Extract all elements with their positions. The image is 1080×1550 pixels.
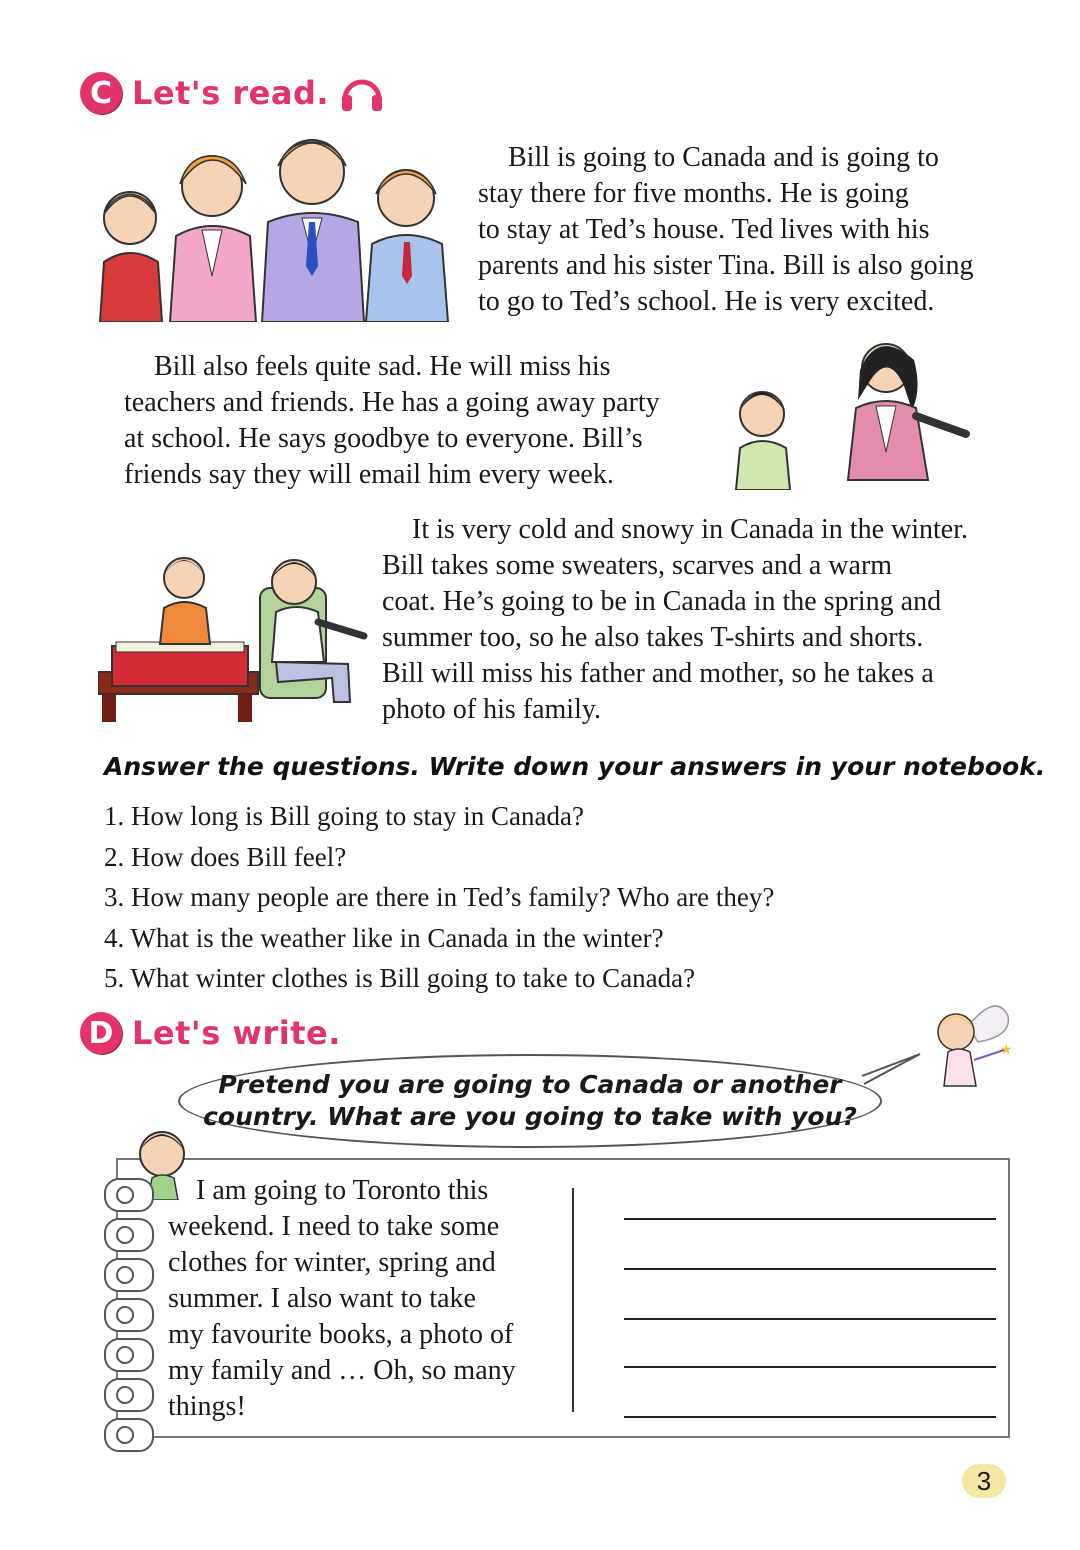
question-item: 5. What winter clothes is Bill going to take to Canada? [104, 963, 696, 994]
angel-illustration [916, 996, 1016, 1106]
bubble-tail [860, 1052, 922, 1086]
ring-binder [104, 1298, 154, 1332]
sample-line: things! [168, 1391, 246, 1422]
para2-line: teachers and friends. He has a going away party [124, 387, 660, 418]
section-c-badge: C [80, 72, 122, 114]
questions-instruction: Answer the questions. Write down your answers in your notebook. [104, 752, 1046, 781]
family-illustration [96, 126, 468, 322]
prompt-text [203, 1069, 857, 1133]
para1-line: to go to Ted’s school. He is very excited. [478, 286, 935, 317]
prompt-line: Pretend you are going to Canada or another [218, 1070, 842, 1099]
packing-illustration [98, 552, 374, 722]
section-d-badge: D [80, 1012, 122, 1054]
answer-line[interactable] [624, 1416, 996, 1418]
question-item: 1. How long is Bill going to stay in Canada? [104, 801, 584, 831]
para3-line: Bill will miss his father and mother, so he takes a [382, 658, 934, 689]
table-and-suitcase [98, 642, 258, 722]
para3-line: coat. He’s going to be in Canada in the spring and [382, 586, 942, 617]
bill-figure [736, 392, 790, 490]
question-item: 2. How does Bill feel? [104, 841, 347, 872]
para1-line: stay there for five months. He is going [478, 178, 909, 209]
question-list [104, 796, 1004, 999]
sample-writing [168, 1173, 568, 1425]
para1-line: parents and his sister Tina. Bill is also going [478, 250, 974, 281]
svg-text:★: ★ [1000, 1042, 1013, 1058]
ring-binder [104, 1418, 154, 1452]
mother-figure [170, 156, 256, 322]
notebook-rings [104, 1178, 154, 1452]
ring-binder [104, 1338, 154, 1372]
prompt-line: country. What are you going to take with you? [203, 1102, 857, 1131]
answer-line[interactable] [624, 1318, 996, 1320]
sample-line: clothes for winter, spring and [168, 1247, 496, 1278]
sample-line: summer. I also want to take [168, 1283, 476, 1314]
boy-packing-figure [160, 558, 210, 644]
sample-line: my favourite books, a photo of [168, 1319, 514, 1350]
ring-binder [104, 1258, 154, 1292]
ring-binder [104, 1218, 154, 1252]
para2-line: at school. He says goodbye to everyone. Bill’s [124, 423, 643, 454]
paragraph-3 [382, 512, 1052, 728]
answer-line[interactable] [624, 1218, 996, 1220]
father-figure [262, 140, 364, 322]
tina-figure [100, 192, 162, 322]
paragraph-1 [478, 140, 1038, 320]
sample-line: I am going to Toronto this [196, 1175, 489, 1206]
answer-line[interactable] [624, 1268, 996, 1270]
question-item: 3. How many people are there in Ted’s family? Who are they? [104, 882, 775, 913]
para3-line: summer too, so he also takes T-shirts and shorts. [382, 622, 924, 653]
para1-line: Bill is going to Canada and is going to [508, 142, 939, 173]
question-item: 4. What is the weather like in Canada in the winter? [104, 922, 664, 953]
para3-line: photo of his family. [382, 694, 602, 725]
section-c-header [80, 72, 385, 114]
section-d-title: Let's write. [132, 1014, 341, 1052]
ring-binder [104, 1178, 154, 1212]
headphones-icon[interactable] [339, 73, 385, 113]
prompt-speech-bubble [178, 1054, 882, 1148]
para2-line: Bill also feels quite sad. He will miss his [154, 351, 611, 382]
notebook-divider [572, 1188, 574, 1412]
page-number: 3 [962, 1464, 1006, 1498]
answer-line[interactable] [624, 1366, 996, 1368]
father-chair-figure [260, 560, 364, 702]
ring-binder [104, 1378, 154, 1412]
ted-figure [366, 170, 448, 322]
para3-line: Bill takes some sweaters, scarves and a warm [382, 550, 893, 581]
para2-line: friends say they will email him every week. [124, 459, 614, 490]
paragraph-2 [124, 349, 724, 493]
para3-line: It is very cold and snowy in Canada in the winter. [412, 514, 968, 545]
section-d-header [80, 1012, 341, 1054]
sample-line: weekend. I need to take some [168, 1211, 500, 1242]
section-c-title: Let's read. [132, 74, 330, 112]
para1-line: to stay at Ted’s house. Ted lives with his [478, 214, 930, 245]
teacher-figure [848, 344, 966, 480]
sample-line: my family and … Oh, so many [168, 1355, 516, 1386]
goodbye-illustration [728, 330, 978, 490]
